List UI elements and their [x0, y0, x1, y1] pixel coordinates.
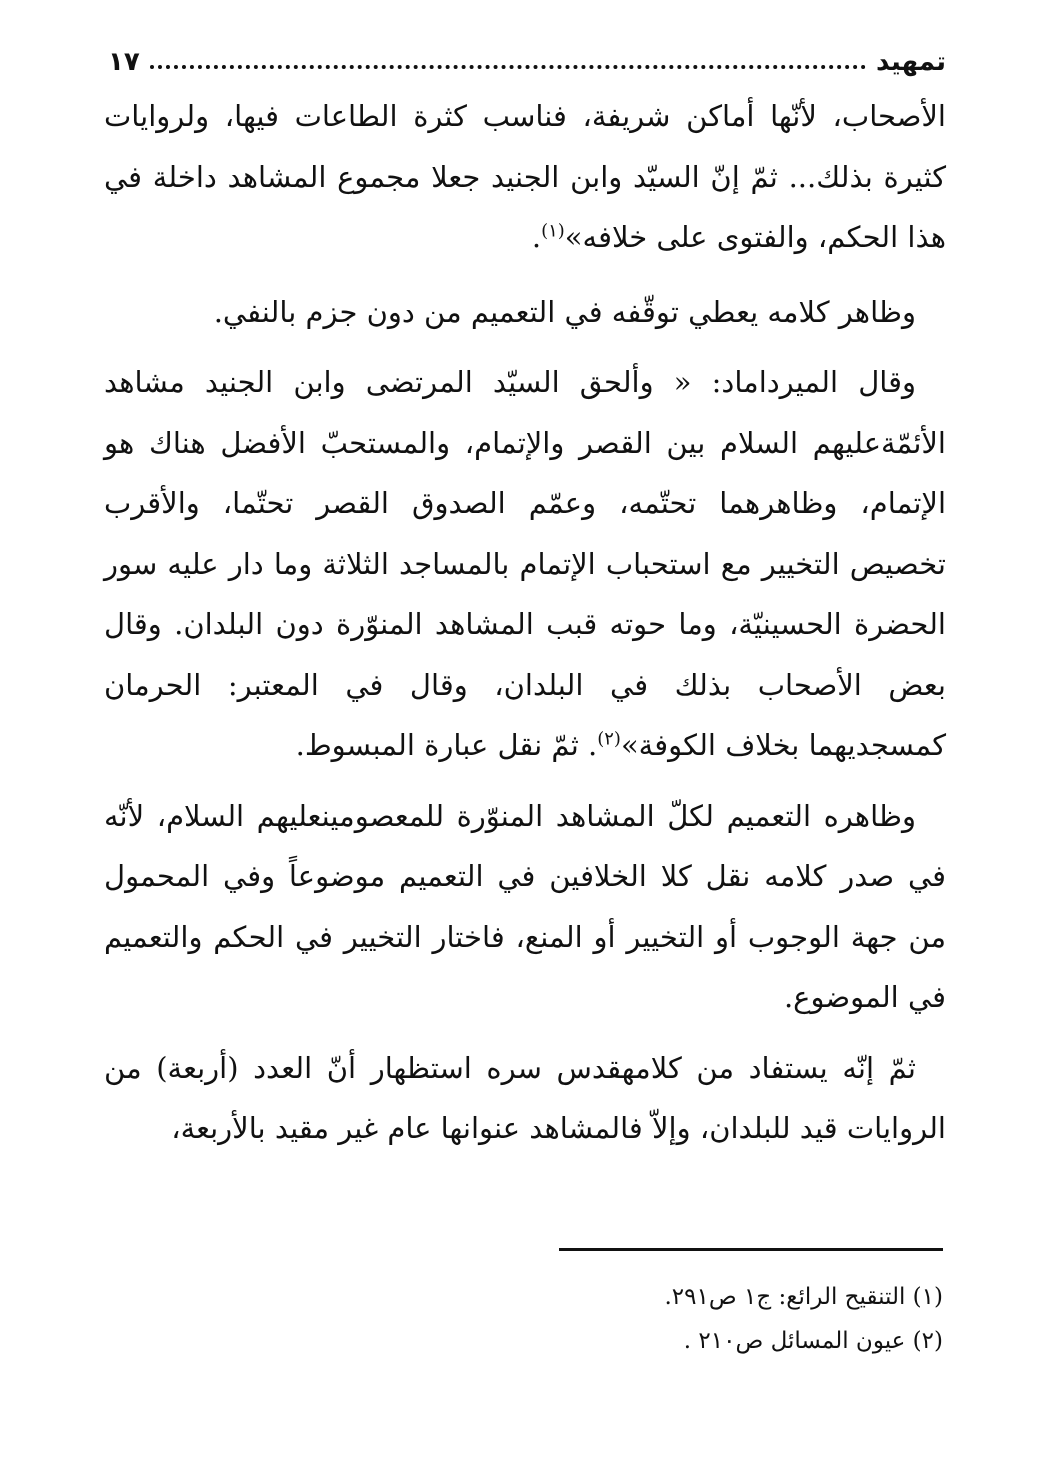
header-dot-leader	[150, 65, 866, 69]
paragraph-text: وظاهر كلامه يعطي توقّفه في التعميم من دون جزم بالنفي.	[213, 294, 916, 329]
paragraph	[104, 1038, 946, 1159]
footnote: (١) التنقيح الرائع: ج١ ص٢٩١.	[664, 1284, 943, 1310]
paragraph-tail: . ثمّ نقل عبارة المبسوط.	[295, 728, 598, 762]
paragraph	[104, 352, 946, 776]
paragraph	[104, 86, 946, 268]
paragraph	[104, 282, 946, 343]
paragraph-text: ثمّ إنّه يستفاد من كلامهقدس سره استظهار أنّ العدد (أربعة) من الروايات قيد للبلدان، وإلاّ فالمشاهد عنوانها عام غير مقيد بالأربعة،	[104, 1050, 946, 1145]
paragraph-text: وقال الميرداماد: « وألحق السيّد المرتضى وابن الجنيد مشاهد الأئمّةعليهم السلام بين القصر والإتمام، والمستحبّ الأفضل هناك هو الإتمام، وظاهرهما تحتّمه، وعمّم الصدوق القصر تحتّما، والأقرب تخصيص التخيير مع استحباب الإتمام بالمساجد الثلاثة وما دار عليه سور الحضرة الحسينيّة، وما حوته قبب المشاهد المنوّرة دون البلدان. وقال بعض الأصحاب بذلك في البلدان، وقال في المعتبر: الحرمان كمسجديهما بخلاف الكوفة»	[104, 365, 946, 762]
main-text	[104, 86, 946, 1169]
paragraph	[104, 786, 946, 1028]
page-number: ١٧	[108, 47, 140, 77]
chapter-title: تمهيد	[876, 47, 946, 77]
paragraph-text: وظاهره التعميم لكلّ المشاهد المنوّرة للمعصومينعليهم السلام، لأنّه في صدر كلامه نقل كلا الخلافين في التعميم موضوعاً وفي المحمول من جهة الوجوب أو التخيير أو المنع، فاختار التخيير في الحكم والتعميم في الموضوع.	[104, 798, 946, 1014]
paragraph-text: الأصحاب، لأنّها أماكن شريفة، فناسب كثرة الطاعات فيها، ولروايات كثيرة بذلك... ثمّ إنّ السيّد وابن الجنيد جعلا مجموع المشاهد داخلة في هذا الحكم، والفتوى على خلافه»	[104, 99, 946, 254]
footnote-separator	[559, 1248, 943, 1251]
paragraph-tail: .	[531, 220, 542, 254]
running-header	[108, 42, 946, 82]
footnote-marker: (١)	[541, 220, 565, 242]
footnote: (٢) عيون المسائل ص٢١٠ .	[683, 1328, 943, 1354]
footnotes	[343, 1275, 943, 1363]
footnote-marker: (٢)	[597, 728, 621, 750]
